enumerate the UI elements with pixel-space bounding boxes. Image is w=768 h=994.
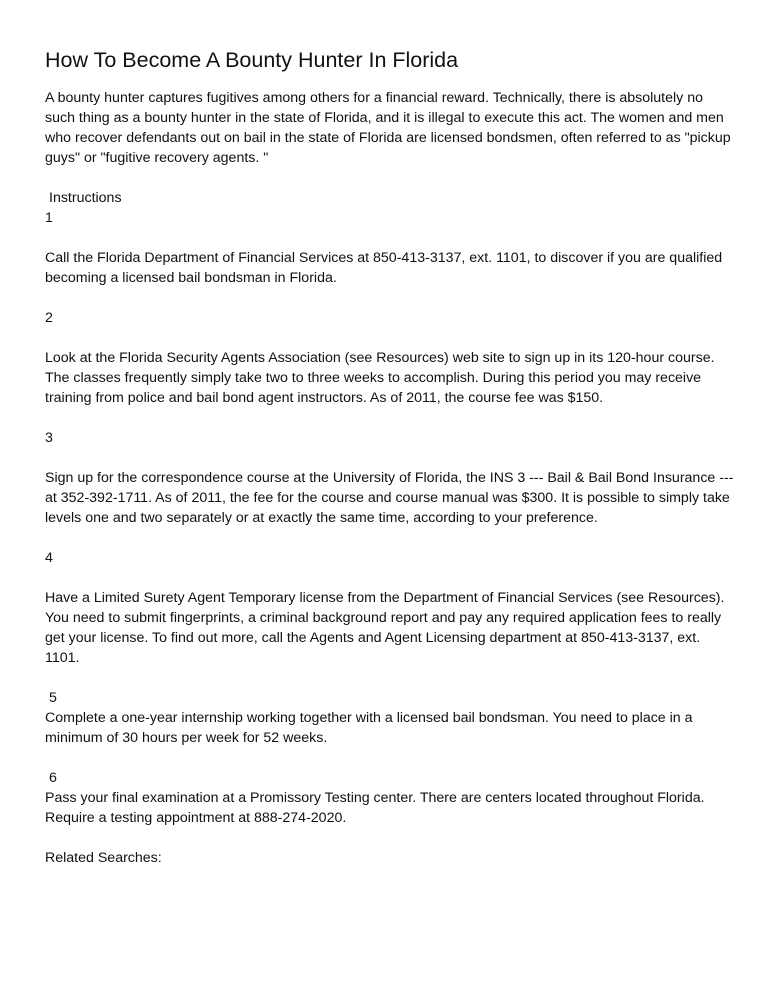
step-text: Sign up for the correspondence course at the University of Florida, the INS 3 --- Bail & Bail Bond Insurance --- at 352-392-1711. As of 2011, the fee for the course and course manual was $300. It is possible to simply take levels one and two separately or at exactly the same time, according to your preference. xyxy=(45,470,734,526)
step-number: 5 xyxy=(49,690,57,706)
spacer xyxy=(45,748,735,768)
step-number: 1 xyxy=(45,210,53,226)
spacer xyxy=(45,448,735,468)
page-title: How To Become A Bounty Hunter In Florida xyxy=(45,48,459,72)
spacer xyxy=(45,228,735,248)
step-text: Complete a one-year internship working together with a licensed bail bondsman. You need to place in a minimum of 30 hours per week for 52 weeks. xyxy=(45,710,693,746)
instructions-heading: Instructions xyxy=(49,190,122,206)
document-page xyxy=(45,46,735,868)
spacer xyxy=(45,408,735,428)
intro-paragraph: A bounty hunter captures fugitives among others for a financial reward. Technically, there is absolutely no such thing as a bounty hunter in the state of Florida, and it is illegal to execute this act. The women and men who recover defendants out on bail in the state of Florida are licensed bondsmen, often referred to as "pickup guys" or "fugitive recovery agents. " xyxy=(45,90,731,166)
spacer xyxy=(45,288,735,308)
spacer xyxy=(45,828,735,848)
step-text: Call the Florida Department of Financial Services at 850-413-3137, ext. 1101, to discover if you are qualified becoming a licensed bail bondsman in Florida. xyxy=(45,250,723,286)
step-number: 6 xyxy=(49,770,57,786)
related-searches-heading: Related Searches: xyxy=(45,850,162,866)
step-text: Look at the Florida Security Agents Association (see Resources) web site to sign up in its 120-hour course. The classes frequently simply take two to three weeks to accomplish. During this period you may receive training from police and bail bond agent instructors. As of 2011, the course fee was $150. xyxy=(45,350,715,406)
spacer xyxy=(45,568,735,588)
step-number: 4 xyxy=(45,550,53,566)
spacer xyxy=(45,168,735,188)
step-text: Have a Limited Surety Agent Temporary license from the Department of Financial Services (see Resources). You need to submit fingerprints, a criminal background report and pay any required application fees to really get your license. To find out more, call the Agents and Agent Licensing department at 850-413-3137, ext. 1101. xyxy=(45,590,725,666)
spacer xyxy=(45,668,735,688)
spacer xyxy=(45,528,735,548)
spacer xyxy=(45,328,735,348)
step-number: 2 xyxy=(45,310,53,326)
step-number: 3 xyxy=(45,430,53,446)
step-text: Pass your final examination at a Promissory Testing center. There are centers located throughout Florida. Require a testing appointment at 888-274-2020. xyxy=(45,790,705,826)
